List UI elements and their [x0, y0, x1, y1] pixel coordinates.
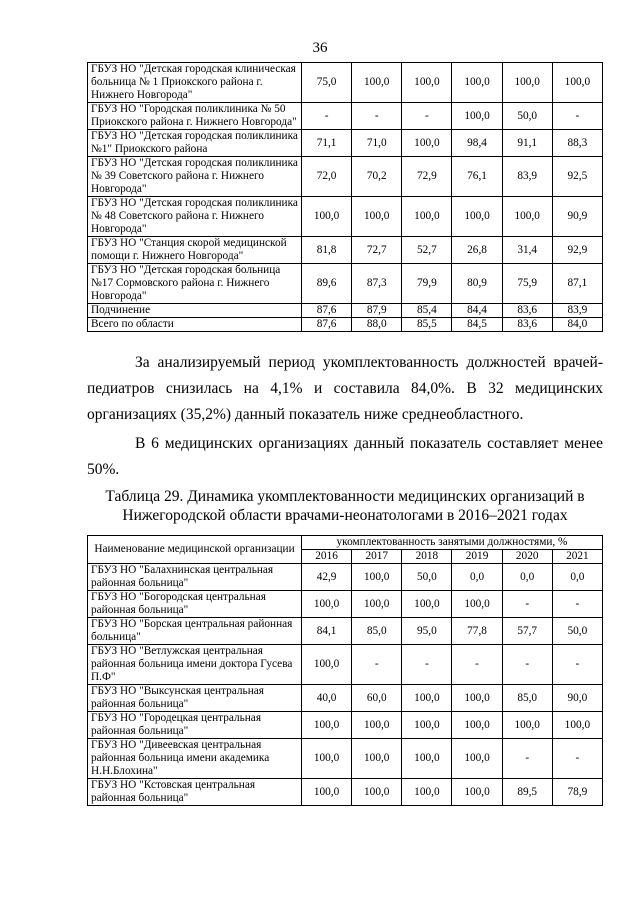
value-cell: -: [502, 739, 552, 779]
value-cell: -: [352, 103, 402, 130]
table-row: [88, 130, 603, 157]
value-cell: 88,3: [552, 130, 602, 157]
table-29-caption: Таблица 29. Динамика укомплектованности медицинских организаций в Нижегородской области врачами-неонатологами в 2016–2021 годах: [105, 488, 585, 524]
value-cell: 81,8: [302, 237, 352, 264]
value-cell: 100,0: [402, 739, 452, 779]
value-cell: -: [552, 739, 602, 779]
organization-name-cell: ГБУЗ НО "Борская центральная районная больница": [88, 618, 302, 645]
value-cell: 100,0: [402, 63, 452, 103]
paragraph-low-staffing: В 6 медицинских организациях данный показатель составляет менее 50%.: [87, 435, 603, 478]
value-cell: 100,0: [452, 591, 502, 618]
value-cell: 100,0: [352, 779, 402, 806]
value-cell: 100,0: [352, 197, 402, 237]
year-header-2021: 2021: [552, 550, 602, 564]
paragraph-summary: За анализируемый период укомплектованность должностей врачей-педиатров снизилась на 4,1% и составила 84,0%. В 32 медицинских организациях (35,2%) данный показатель ниже среднеобластного.: [87, 354, 603, 423]
value-cell: 100,0: [402, 591, 452, 618]
organization-name-cell: ГБУЗ НО "Ветлужская центральная районная больница имени доктора Гусева П.Ф": [88, 645, 302, 685]
value-cell: 79,9: [402, 264, 452, 304]
table-row: [88, 157, 603, 197]
value-cell: 87,6: [302, 318, 352, 332]
value-cell: 100,0: [352, 712, 402, 739]
value-cell: 52,7: [402, 237, 452, 264]
value-cell: 89,6: [302, 264, 352, 304]
value-cell: 100,0: [552, 712, 602, 739]
value-cell: 88,0: [352, 318, 402, 332]
value-cell: 72,9: [402, 157, 452, 197]
value-cell: -: [352, 645, 402, 685]
neonatologists-table: [87, 535, 603, 806]
value-cell: -: [552, 645, 602, 685]
value-cell: 100,0: [452, 197, 502, 237]
table-row: [88, 779, 603, 806]
organization-name-cell: ГБУЗ НО "Детская городская поликлиника №1" Приокского района: [88, 130, 302, 157]
organization-name-cell: ГБУЗ НО "Богородская центральная районная больница": [88, 591, 302, 618]
organization-name-cell: ГБУЗ НО "Городская поликлиника № 50 Приокского района г. Нижнего Новгорода": [88, 103, 302, 130]
column-header-organization: Наименование медицинской организации: [88, 536, 302, 564]
value-cell: 100,0: [402, 779, 452, 806]
value-cell: 92,5: [552, 157, 602, 197]
value-cell: 72,7: [352, 237, 402, 264]
year-header-2016: 2016: [302, 550, 352, 564]
table-row: [88, 63, 603, 103]
organization-name-cell: ГБУЗ НО "Выксунская центральная районная больница": [88, 685, 302, 712]
value-cell: 100,0: [352, 591, 402, 618]
table-row: [88, 318, 603, 332]
value-cell: 84,5: [452, 318, 502, 332]
value-cell: -: [502, 645, 552, 685]
value-cell: 89,5: [502, 779, 552, 806]
year-header-2017: 2017: [352, 550, 402, 564]
value-cell: 87,9: [352, 304, 402, 318]
value-cell: 85,0: [352, 618, 402, 645]
value-cell: 50,0: [552, 618, 602, 645]
value-cell: -: [302, 103, 352, 130]
value-cell: 78,9: [552, 779, 602, 806]
value-cell: 98,4: [452, 130, 502, 157]
value-cell: -: [552, 591, 602, 618]
value-cell: 100,0: [502, 712, 552, 739]
value-cell: 71,0: [352, 130, 402, 157]
organization-name-cell: ГБУЗ НО "Городецкая центральная районная больница": [88, 712, 302, 739]
value-cell: 83,6: [502, 318, 552, 332]
value-cell: 91,1: [502, 130, 552, 157]
organization-name-cell: ГБУЗ НО "Кстовская центральная районная больница": [88, 779, 302, 806]
value-cell: 100,0: [452, 779, 502, 806]
table-row: [88, 618, 603, 645]
value-cell: 71,1: [302, 130, 352, 157]
value-cell: 90,9: [552, 197, 602, 237]
organization-name-cell: ГБУЗ НО "Детская городская больница №17 Сормовского района г. Нижнего Новгорода": [88, 264, 302, 304]
table-row: [88, 103, 603, 130]
value-cell: 100,0: [302, 712, 352, 739]
value-cell: 31,4: [502, 237, 552, 264]
organization-name-cell: Всего по области: [88, 318, 302, 332]
year-header-2020: 2020: [502, 550, 552, 564]
value-cell: 84,0: [552, 318, 602, 332]
value-cell: 84,4: [452, 304, 502, 318]
value-cell: -: [502, 591, 552, 618]
table-row: [88, 645, 603, 685]
value-cell: 100,0: [352, 63, 402, 103]
value-cell: 50,0: [402, 564, 452, 591]
value-cell: 87,1: [552, 264, 602, 304]
value-cell: 100,0: [352, 739, 402, 779]
value-cell: 50,0: [502, 103, 552, 130]
value-cell: 100,0: [452, 712, 502, 739]
value-cell: 92,9: [552, 237, 602, 264]
value-cell: 100,0: [402, 197, 452, 237]
value-cell: 70,2: [352, 157, 402, 197]
value-cell: 0,0: [452, 564, 502, 591]
value-cell: 77,8: [452, 618, 502, 645]
organization-name-cell: ГБУЗ НО "Детская городская поликлиника № 48 Советского района г. Нижнего Новгорода": [88, 197, 302, 237]
value-cell: 100,0: [502, 197, 552, 237]
value-cell: 100,0: [552, 63, 602, 103]
organization-name-cell: ГБУЗ НО "Балахнинская центральная районная больница": [88, 564, 302, 591]
value-cell: 100,0: [452, 685, 502, 712]
value-cell: 40,0: [302, 685, 352, 712]
table-row: [88, 739, 603, 779]
year-header-2019: 2019: [452, 550, 502, 564]
value-cell: 95,0: [402, 618, 452, 645]
value-cell: 100,0: [302, 739, 352, 779]
value-cell: 100,0: [402, 130, 452, 157]
column-header-staffing-percent: укомплектованность занятыми должностями, %: [302, 536, 603, 550]
organization-name-cell: ГБУЗ НО "Детская городская клиническая больница № 1 Приокского района г. Нижнего Новгорода": [88, 63, 302, 103]
organization-name-cell: Подчинение: [88, 304, 302, 318]
table-row: [88, 685, 603, 712]
value-cell: 83,9: [552, 304, 602, 318]
value-cell: 100,0: [452, 103, 502, 130]
value-cell: 80,9: [452, 264, 502, 304]
table-row: [88, 237, 603, 264]
value-cell: 60,0: [352, 685, 402, 712]
page-number: 36: [312, 40, 328, 56]
value-cell: 100,0: [452, 63, 502, 103]
value-cell: 100,0: [302, 197, 352, 237]
value-cell: 100,0: [302, 645, 352, 685]
organization-name-cell: ГБУЗ НО "Станция скорой медицинской помощи г. Нижнего Новгорода": [88, 237, 302, 264]
table-row: [88, 197, 603, 237]
value-cell: 87,3: [352, 264, 402, 304]
value-cell: 72,0: [302, 157, 352, 197]
value-cell: 84,1: [302, 618, 352, 645]
value-cell: 42,9: [302, 564, 352, 591]
value-cell: 90,0: [552, 685, 602, 712]
value-cell: 100,0: [302, 591, 352, 618]
value-cell: 75,0: [302, 63, 352, 103]
value-cell: 0,0: [502, 564, 552, 591]
value-cell: -: [452, 645, 502, 685]
value-cell: 83,9: [502, 157, 552, 197]
value-cell: 100,0: [352, 564, 402, 591]
value-cell: -: [552, 103, 602, 130]
value-cell: 100,0: [302, 779, 352, 806]
organization-name-cell: ГБУЗ НО "Дивеевская центральная районная больница имени академика Н.Н.Блохина": [88, 739, 302, 779]
value-cell: 85,0: [502, 685, 552, 712]
value-cell: 26,8: [452, 237, 502, 264]
value-cell: 100,0: [502, 63, 552, 103]
table-row: [88, 564, 603, 591]
pediatricians-table-continued: [87, 62, 603, 332]
value-cell: 83,6: [502, 304, 552, 318]
value-cell: 85,5: [402, 318, 452, 332]
value-cell: 57,7: [502, 618, 552, 645]
value-cell: 85,4: [402, 304, 452, 318]
value-cell: -: [402, 103, 452, 130]
value-cell: 100,0: [402, 712, 452, 739]
table-row: [88, 712, 603, 739]
year-header-2018: 2018: [402, 550, 452, 564]
value-cell: 87,6: [302, 304, 352, 318]
table-row: [88, 264, 603, 304]
value-cell: 76,1: [452, 157, 502, 197]
table-row: [88, 591, 603, 618]
value-cell: 100,0: [452, 739, 502, 779]
value-cell: 0,0: [552, 564, 602, 591]
value-cell: -: [402, 645, 452, 685]
organization-name-cell: ГБУЗ НО "Детская городская поликлиника № 39 Советского района г. Нижнего Новгорода": [88, 157, 302, 197]
table-row: [88, 304, 603, 318]
value-cell: 100,0: [402, 685, 452, 712]
value-cell: 75,9: [502, 264, 552, 304]
